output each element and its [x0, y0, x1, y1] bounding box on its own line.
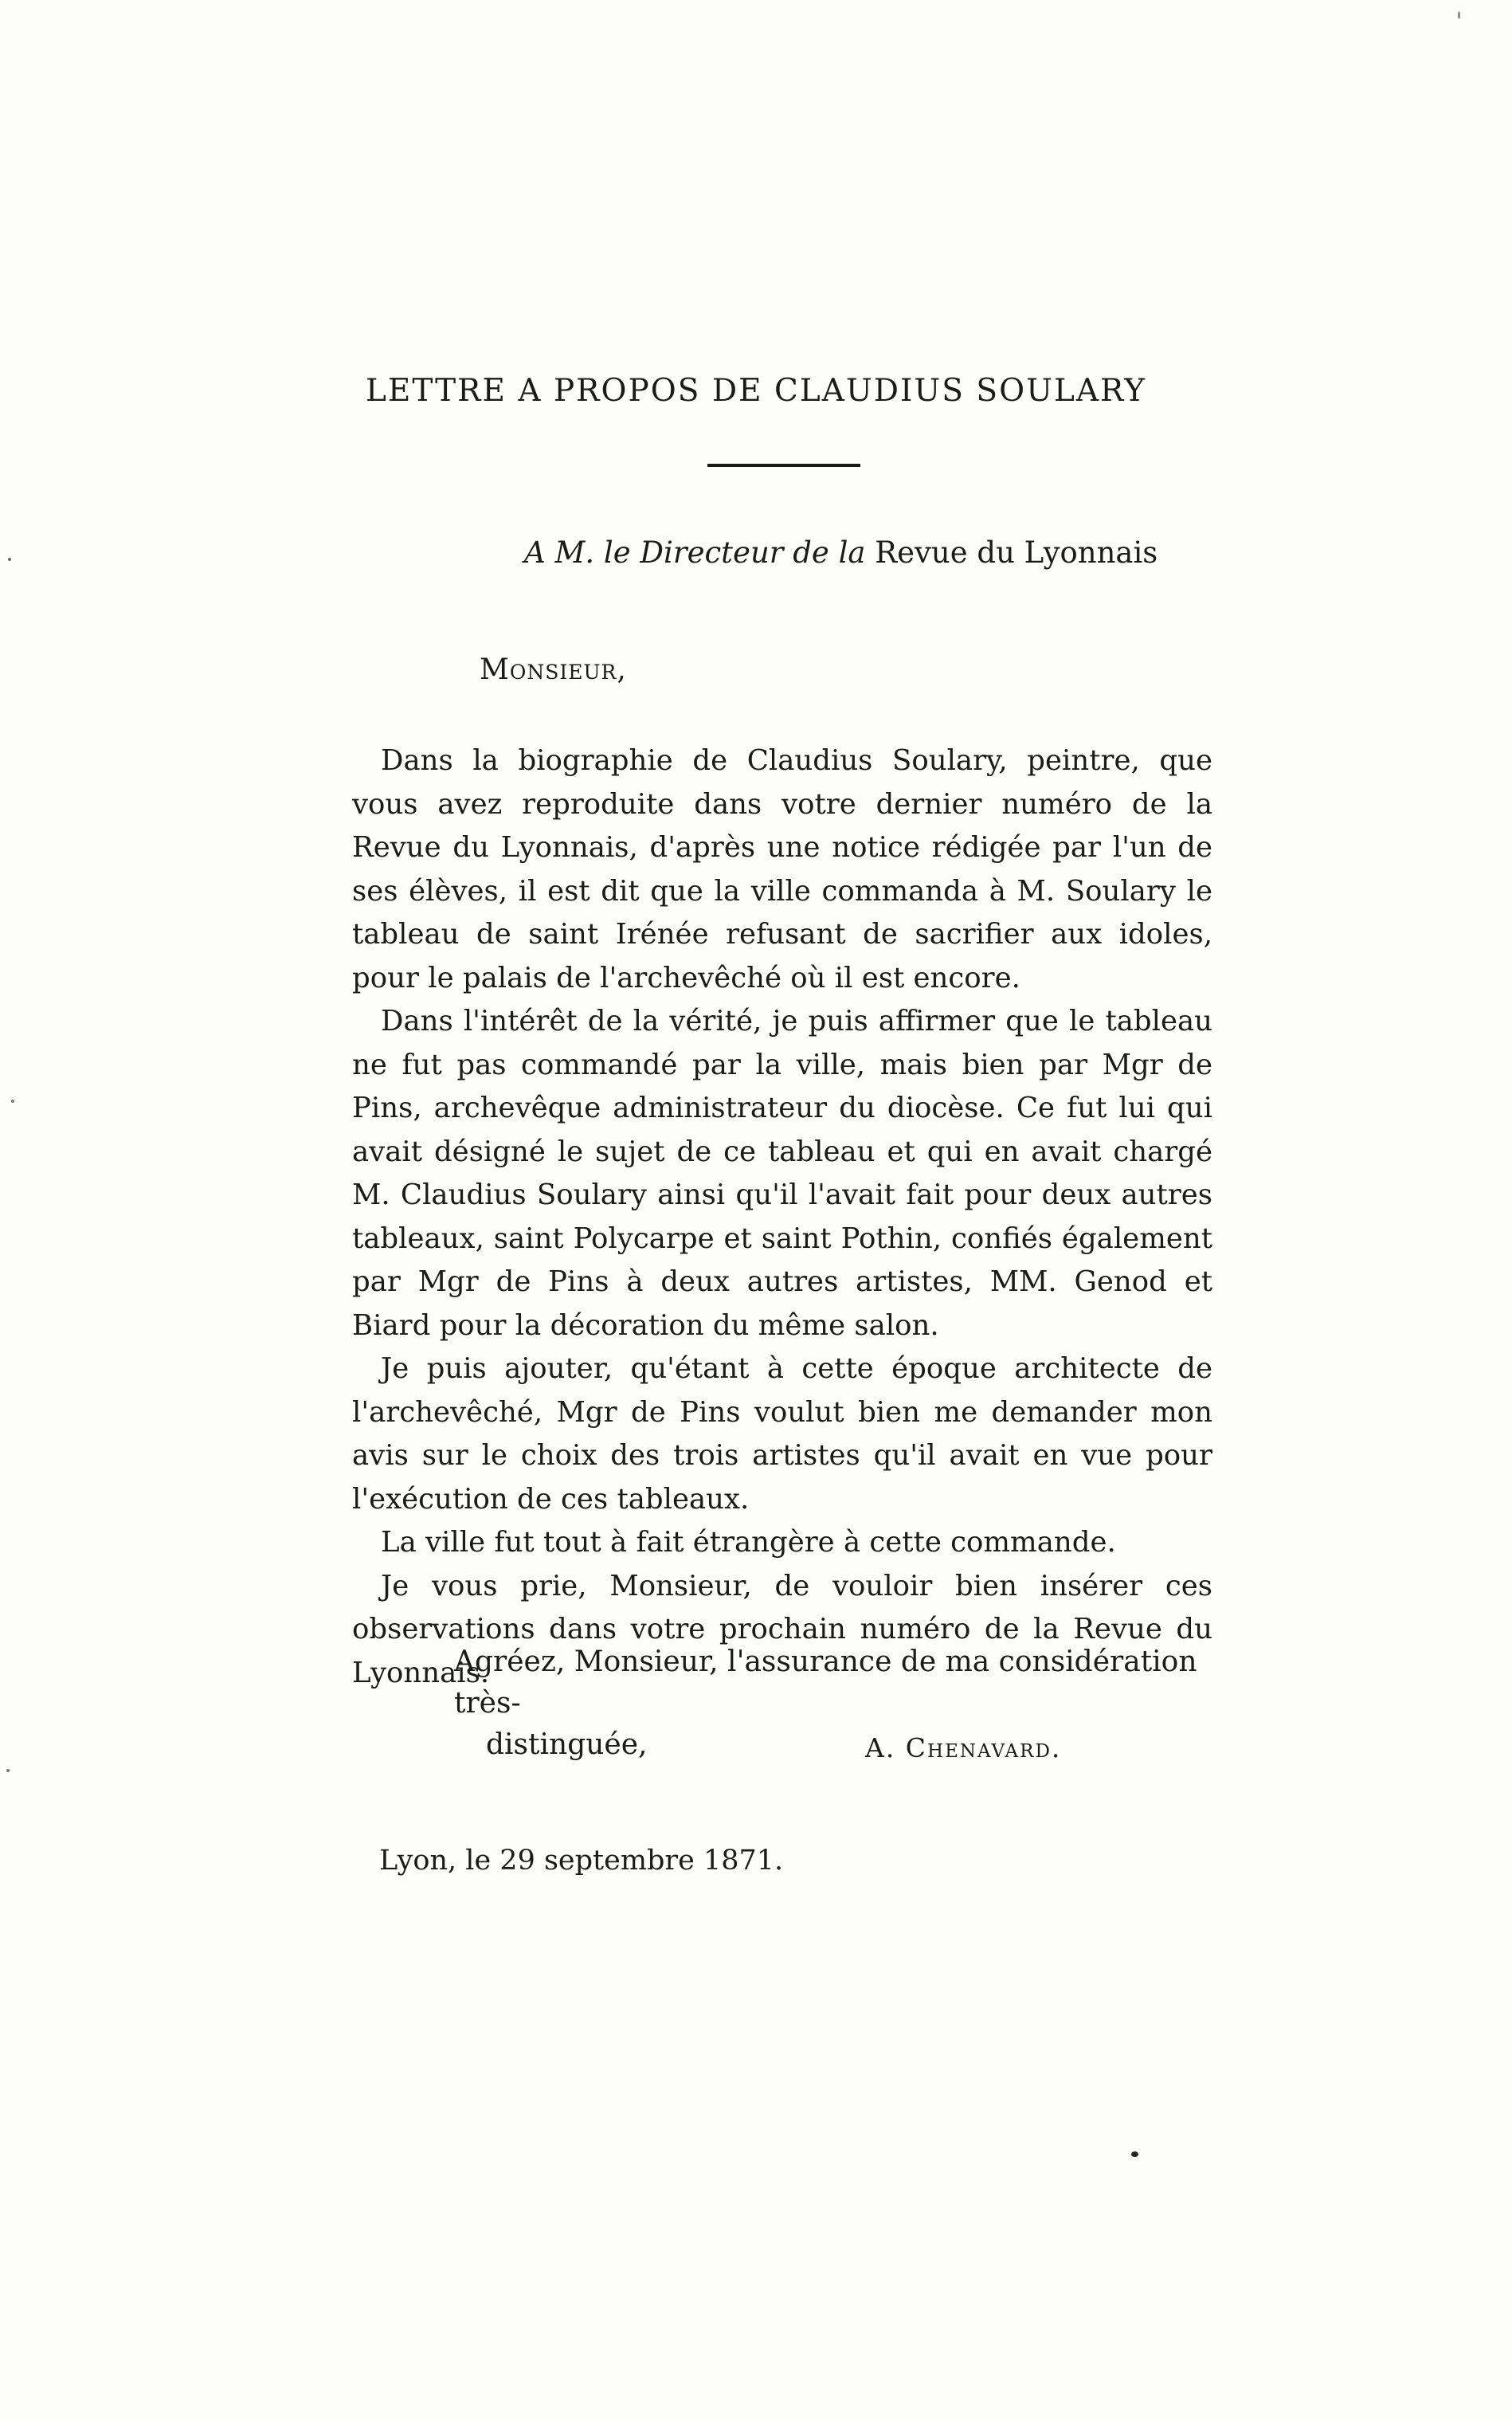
- ink-speck: [6, 1769, 10, 1772]
- closing-formula: [454, 1641, 1211, 1766]
- paragraph-5: Je vous prie, Monsieur, de vouloir bien insérer ces observations dans votre prochain numéro de la Revue du Lyonnais.: [352, 1569, 1212, 1689]
- addressee-line: [524, 535, 1158, 570]
- addressee-journal: Revue du Lyonnais: [875, 535, 1158, 570]
- closing-line-2: distinguée,: [486, 1728, 648, 1761]
- ink-speck: [11, 1100, 14, 1103]
- ink-speck: [8, 558, 11, 561]
- dateline: Lyon, le 29 septembre 1871.: [379, 1845, 784, 1877]
- addressee-prefix: A M. le Directeur de la: [524, 535, 866, 570]
- ink-speck: [1458, 11, 1460, 19]
- paragraph-2: Dans l'intérêt de la vérité, je puis affirmer que le tableau ne fut pas commandé par la ville, mais bien par Mgr de Pins, archevêque administrateur du diocèse. Ce fut lui qui avait désigné le sujet de ce tableau et qui en avait chargé M. Claudius Soulary ainsi qu'il l'avait fait pour deux autres tableaux, saint Polycarpe et saint Pothin, confiés également par Mgr de Pins à deux autres artistes, MM. Genod et Biard pour la décoration du même salon.: [352, 1005, 1212, 1342]
- paragraph-4: La ville fut tout à fait étrangère à cette commande.: [381, 1526, 1116, 1559]
- letter-title: LETTRE A PROPOS DE CLAUDIUS SOULARY: [366, 373, 1146, 409]
- signature: A. Chenavard.: [865, 1732, 1062, 1763]
- letter-body: [352, 739, 1212, 1695]
- title-divider: [707, 464, 860, 467]
- ink-speck: [1131, 2151, 1138, 2157]
- paragraph-1: Dans la biographie de Claudius Soulary, peintre, que vous avez reproduite dans votre dernier numéro de la Revue du Lyonnais, d'après une notice rédigée par l'un de ses élèves, il est dit que la ville commanda à M. Soulary le tableau de saint Irénée refusant de sacrifier aux idoles, pour le palais de l'archevêché où il est encore.: [352, 744, 1212, 994]
- salutation: Monsieur,: [480, 653, 627, 686]
- paragraph-3: Je puis ajouter, qu'étant à cette époque architecte de l'archevêché, Mgr de Pins voulut bien me demander mon avis sur le choix des trois artistes qu'il avait en vue pour l'exécution de ces tableaux.: [352, 1352, 1212, 1516]
- closing-line-1: Agréez, Monsieur, l'assurance de ma considération très-: [454, 1645, 1197, 1720]
